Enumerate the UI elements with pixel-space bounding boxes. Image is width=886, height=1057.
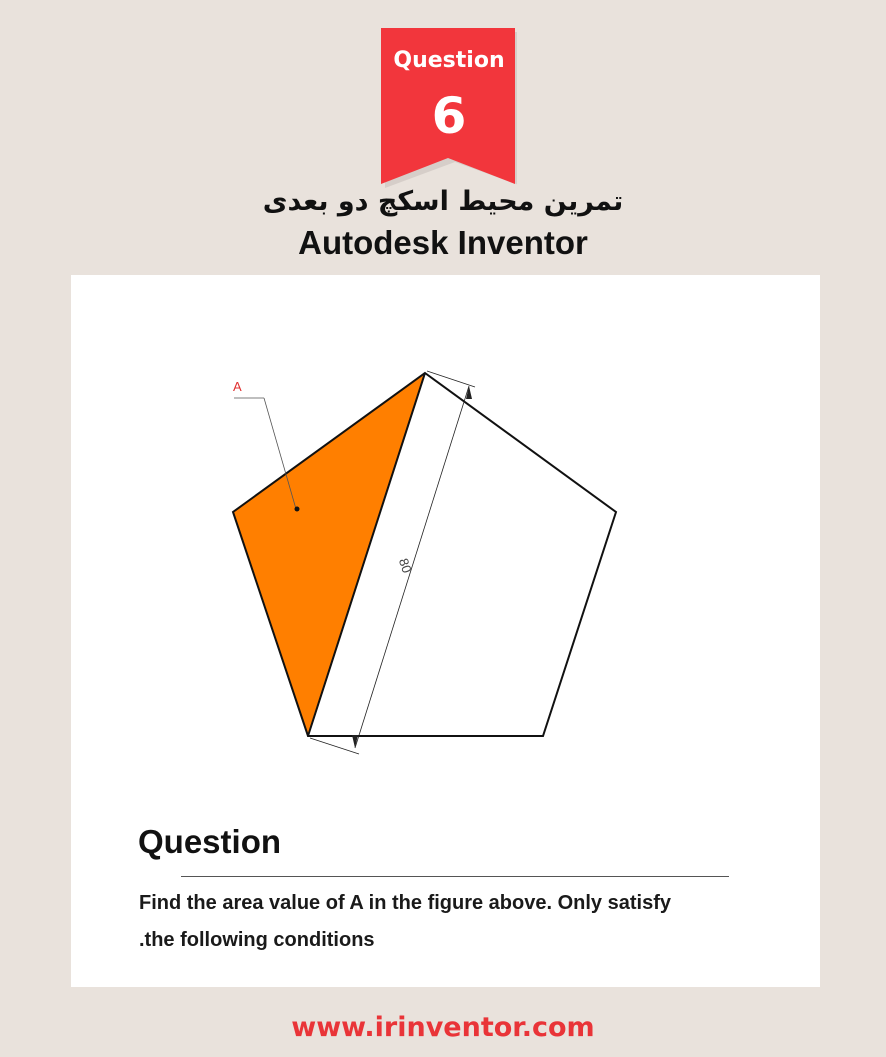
question-line-2: .the following conditions	[139, 929, 375, 951]
badge-number: 6	[431, 87, 467, 145]
question-line-1: Find the area value of A in the figure above. Only satisfy	[139, 892, 671, 914]
question-heading: Question	[138, 823, 282, 860]
region-a-label: A	[233, 379, 242, 394]
subtitle-english: Autodesk Inventor	[298, 224, 588, 261]
footer-website-link[interactable]: www.irinventor.com	[291, 1012, 595, 1043]
subtitle-persian: تمرین محیط اسکچ دو بعدی	[262, 186, 624, 217]
content-card	[71, 275, 820, 987]
pentagon-figure	[71, 275, 820, 795]
dimension-value: 80	[395, 556, 415, 575]
badge-label: Question	[393, 48, 505, 73]
region-a-fill	[233, 373, 425, 736]
question-text	[139, 885, 789, 959]
question-badge	[381, 28, 517, 188]
divider	[181, 876, 729, 877]
